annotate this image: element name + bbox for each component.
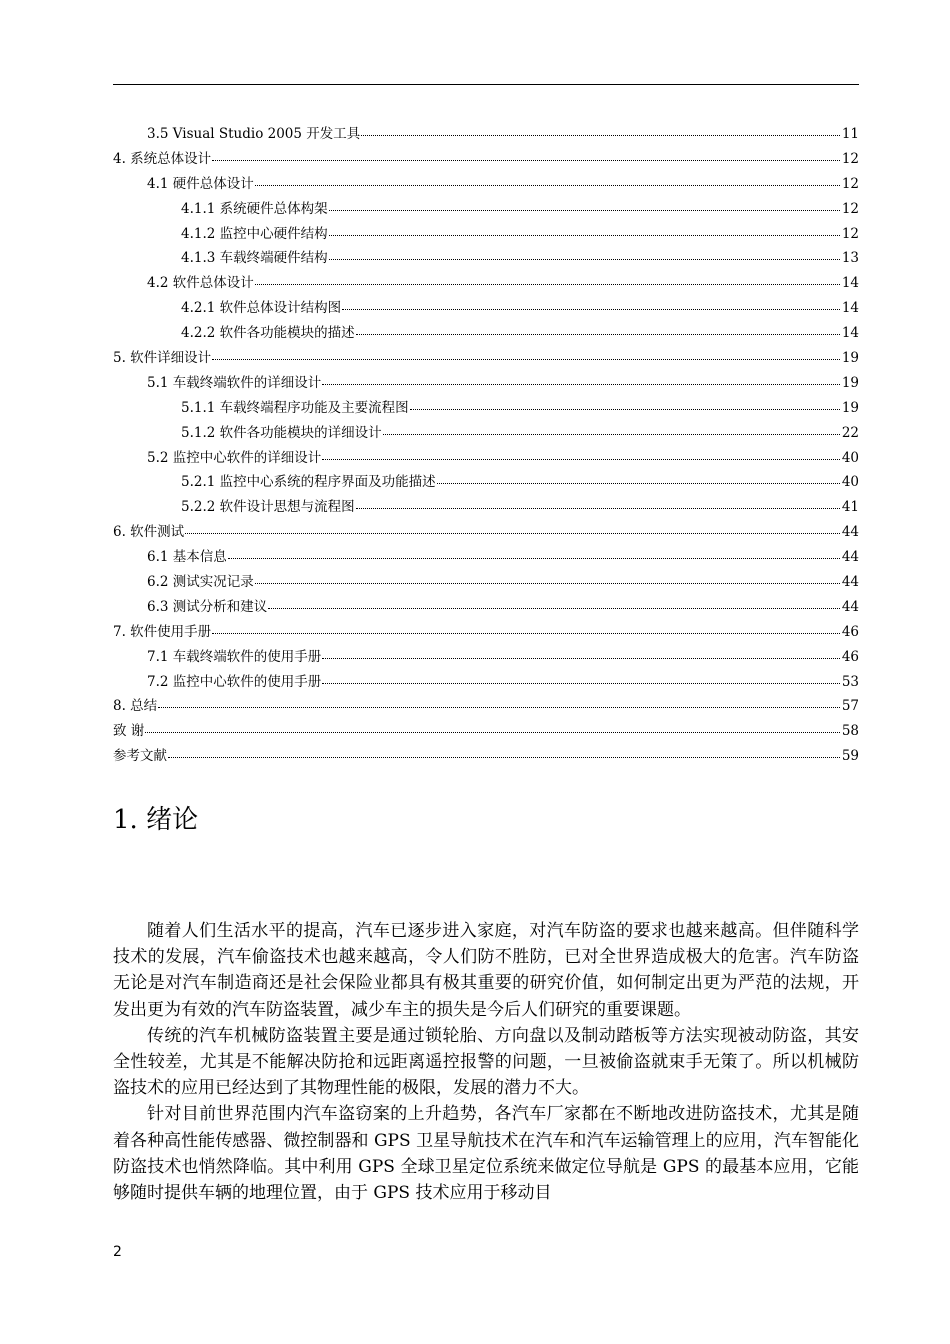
- toc-entry-label: 4.2.1 软件总体设计结构图: [181, 300, 342, 317]
- toc-entry[interactable]: [113, 620, 859, 645]
- toc-entry-page: 19: [841, 374, 859, 391]
- toc-entry-page: 58: [841, 723, 859, 740]
- toc-entry-label: 7. 软件使用手册: [113, 623, 212, 640]
- toc-dot-leader: [212, 160, 840, 161]
- toc-entry[interactable]: [113, 122, 859, 147]
- toc-dot-leader: [228, 558, 840, 559]
- toc-entry-label: 5.1 车载终端软件的详细设计: [147, 374, 322, 391]
- toc-dot-leader: [168, 757, 840, 758]
- toc-dot-leader: [268, 608, 840, 609]
- toc-entry[interactable]: [113, 495, 859, 520]
- table-of-contents: [113, 122, 859, 769]
- toc-entry[interactable]: [113, 246, 859, 271]
- toc-entry-label: 6.3 测试分析和建议: [147, 598, 268, 615]
- toc-entry-label: 参考文献: [113, 748, 167, 765]
- toc-entry-label: 4.1.1 系统硬件总体构架: [181, 200, 328, 217]
- toc-entry[interactable]: [113, 645, 859, 670]
- toc-dot-leader: [322, 658, 840, 659]
- toc-entry-label: 5.1.2 软件各功能模块的详细设计: [181, 424, 382, 441]
- chapter-heading: 1. 绪论: [113, 805, 199, 835]
- toc-entry-page: 12: [841, 175, 859, 192]
- toc-dot-leader: [329, 259, 840, 260]
- toc-entry[interactable]: [113, 296, 859, 321]
- toc-entry-label: 4.1.3 车载终端硬件结构: [181, 250, 328, 267]
- toc-entry-label: 5.2.1 监控中心系统的程序界面及功能描述: [181, 474, 436, 491]
- toc-dot-leader: [383, 434, 840, 435]
- toc-dot-leader: [212, 359, 840, 360]
- toc-entry[interactable]: [113, 396, 859, 421]
- toc-entry[interactable]: [113, 371, 859, 396]
- toc-entry[interactable]: [113, 670, 859, 695]
- toc-entry-label: 3.5 Visual Studio 2005 开发工具: [147, 126, 361, 142]
- toc-entry-page: 40: [841, 474, 859, 491]
- toc-entry-label: 4.2 软件总体设计: [147, 275, 254, 292]
- toc-entry[interactable]: [113, 421, 859, 446]
- paragraph-2: 传统的汽车机械防盗装置主要是通过锁轮胎、方向盘以及制动踏板等方法实现被动防盗，其安全性较差，尤其是不能解决防抢和远距离遥控报警的问题，一旦被偷盗就束手无策了。所以机械防盗技术的应用已经达到了其物理性能的极限，发展的潜力不大。: [113, 1025, 859, 1099]
- page-number: 2: [113, 1244, 122, 1260]
- toc-entry-page: 41: [841, 499, 859, 516]
- chapter-body: [113, 918, 859, 1206]
- toc-entry-label: 4. 系统总体设计: [113, 150, 212, 167]
- toc-entry-label: 6.1 基本信息: [147, 549, 227, 566]
- toc-entry-label: 5. 软件详细设计: [113, 350, 212, 367]
- header-rule: [113, 84, 859, 85]
- toc-entry[interactable]: [113, 520, 859, 545]
- toc-entry-label: 5.2.2 软件设计思想与流程图: [181, 499, 355, 516]
- toc-dot-leader: [361, 135, 840, 136]
- toc-entry-page: 53: [841, 673, 859, 690]
- paragraph-3: 针对目前世界范围内汽车盗窃案的上升趋势，各汽车厂家都在不断地改进防盗技术，尤其是随着各种高性能传感器、微控制器和 GPS 卫星导航技术在汽车和汽车运输管理上的应用，汽车智能化防盗技术也悄然降临。其中利用 GPS 全球卫星定位系统来做定位导航是 GPS 的最基本应用，它能够随时提供车辆的地理位置，由于 GPS 技术应用于移动目: [113, 1104, 859, 1204]
- toc-dot-leader: [356, 334, 840, 335]
- toc-entry[interactable]: [113, 172, 859, 197]
- toc-dot-leader: [437, 483, 840, 484]
- toc-entry-label: 4.1 硬件总体设计: [147, 175, 254, 192]
- toc-entry-label: 致 谢: [113, 723, 145, 740]
- toc-entry[interactable]: [113, 147, 859, 172]
- toc-dot-leader: [185, 533, 840, 534]
- toc-entry-page: 46: [841, 623, 859, 640]
- toc-entry-label: 7.1 车载终端软件的使用手册: [147, 648, 322, 665]
- toc-dot-leader: [145, 732, 840, 733]
- toc-entry-page: 19: [841, 399, 859, 416]
- toc-entry-page: 12: [841, 150, 859, 167]
- toc-entry-page: 22: [841, 424, 859, 441]
- toc-dot-leader: [329, 235, 840, 236]
- toc-entry-page: 44: [841, 524, 859, 541]
- toc-entry-label: 4.1.2 监控中心硬件结构: [181, 225, 328, 242]
- toc-entry-page: 46: [841, 648, 859, 665]
- toc-entry-page: 59: [841, 748, 859, 765]
- toc-entry[interactable]: [113, 346, 859, 371]
- toc-entry-label: 5.2 监控中心软件的详细设计: [147, 449, 322, 466]
- toc-entry-label: 8. 总结: [113, 698, 158, 715]
- toc-dot-leader: [255, 284, 840, 285]
- toc-entry[interactable]: [113, 222, 859, 247]
- toc-entry-label: 4.2.2 软件各功能模块的描述: [181, 325, 355, 342]
- toc-entry-page: 57: [841, 698, 859, 715]
- toc-entry[interactable]: [113, 694, 859, 719]
- toc-entry-label: 5.1.1 车载终端程序功能及主要流程图: [181, 399, 409, 416]
- toc-entry[interactable]: [113, 744, 859, 769]
- paragraph-1: 随着人们生活水平的提高，汽车已逐步进入家庭，对汽车防盗的要求也越来越高。但伴随科学技术的发展，汽车偷盗技术也越来越高，令人们防不胜防，已对全世界造成极大的危害。汽车防盗无论是对汽车制造商还是社会保险业都具有极其重要的研究价值，如何制定出更为严范的法规，开发出更为有效的汽车防盗装置，减少车主的损失是今后人们研究的重要课题。: [113, 921, 859, 1020]
- toc-dot-leader: [322, 384, 840, 385]
- toc-entry[interactable]: [113, 446, 859, 471]
- toc-entry-label: 7.2 监控中心软件的使用手册: [147, 673, 322, 690]
- toc-dot-leader: [410, 409, 840, 410]
- toc-entry-page: 19: [841, 350, 859, 367]
- toc-entry[interactable]: [113, 197, 859, 222]
- toc-entry[interactable]: [113, 271, 859, 296]
- toc-entry-page: 44: [841, 574, 859, 591]
- toc-entry-label: 6.2 测试实况记录: [147, 574, 254, 591]
- toc-entry-page: 40: [841, 449, 859, 466]
- toc-entry[interactable]: [113, 545, 859, 570]
- toc-dot-leader: [158, 707, 840, 708]
- toc-dot-leader: [255, 185, 840, 186]
- toc-entry[interactable]: [113, 595, 859, 620]
- toc-entry[interactable]: [113, 470, 859, 495]
- toc-dot-leader: [255, 583, 840, 584]
- toc-entry-page: 13: [841, 250, 859, 267]
- toc-dot-leader: [322, 683, 840, 684]
- toc-entry-page: 44: [841, 598, 859, 615]
- toc-dot-leader: [342, 309, 840, 310]
- toc-entry[interactable]: [113, 719, 859, 744]
- toc-entry-page: 11: [841, 126, 859, 142]
- toc-dot-leader: [322, 459, 840, 460]
- toc-entry-page: 14: [841, 325, 859, 342]
- toc-entry-page: 12: [841, 200, 859, 217]
- toc-entry-page: 14: [841, 300, 859, 317]
- toc-dot-leader: [212, 633, 840, 634]
- toc-entry-label: 6. 软件测试: [113, 524, 185, 541]
- toc-dot-leader: [356, 508, 840, 509]
- toc-entry-page: 12: [841, 225, 859, 242]
- toc-entry-page: 14: [841, 275, 859, 292]
- toc-entry[interactable]: [113, 321, 859, 346]
- toc-entry-page: 44: [841, 549, 859, 566]
- toc-entry[interactable]: [113, 570, 859, 595]
- toc-dot-leader: [329, 210, 840, 211]
